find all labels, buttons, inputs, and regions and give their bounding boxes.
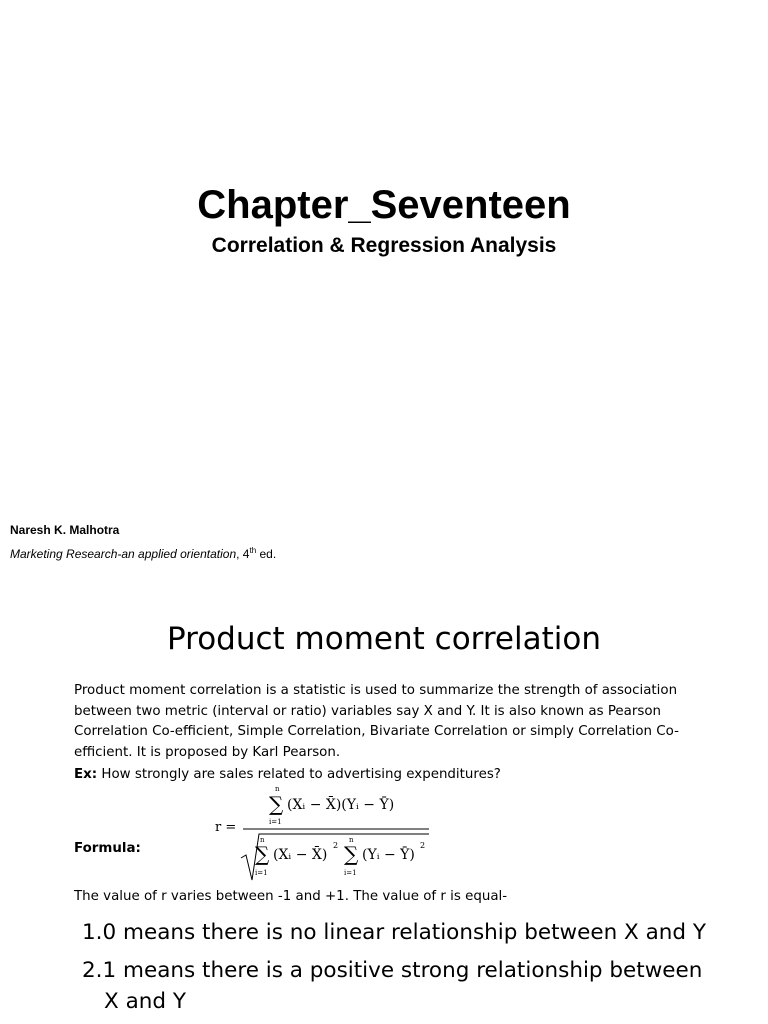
num-sigma: ∑ (269, 792, 284, 816)
author-name: Naresh K. Malhotra (10, 523, 120, 537)
edition-sup: th (249, 546, 257, 555)
range-statement: The value of r varies between -1 and +1. The value of r is equal- (74, 889, 508, 904)
list-text: 1 means there is a positive strong relationship between (102, 958, 703, 983)
book-title: Marketing Research-an applied orientation (10, 547, 237, 561)
den-exp-2: 2 (420, 841, 426, 850)
example-line (74, 767, 501, 782)
den-sum-lower-2: i=1 (344, 869, 357, 877)
example-label: Ex: (74, 767, 98, 782)
chapter-title: Chapter_Seventeen (197, 183, 571, 227)
list-number: 1. (82, 920, 103, 945)
edition-suffix: ed. (256, 547, 277, 561)
list-item (82, 917, 706, 948)
den-term-x: (Xᵢ − X̄) (273, 847, 328, 863)
den-sum-lower-1: i=1 (255, 869, 268, 877)
definition-paragraph: Product moment correlation is a statistic is used to summarize the strength of association between two metric (interval or ratio) variables say X and Y. It is also known as Pearson Correlation Co-efficient, Simple Correlation, Bivariate Correlation or simply Correlation Co-efficient. It is proposed by Karl Pearson. (74, 683, 679, 760)
chapter-subtitle: Correlation & Regression Analysis (211, 234, 557, 257)
den-term-y: (Yᵢ − Ȳ) (362, 847, 415, 863)
section-heading: Product moment correlation (167, 621, 601, 657)
num-sum-upper: n (275, 785, 280, 793)
den-sigma-1: ∑ (255, 842, 270, 866)
list-text: 0 means there is no linear relationship between X and Y (102, 920, 707, 945)
list-item (82, 955, 752, 1017)
num-sum-lower: i=1 (269, 818, 282, 826)
numerator-expression: (Xᵢ − X̄)(Yᵢ − Ȳ) (287, 797, 395, 813)
example-text: How strongly are sales related to advertising expenditures? (97, 767, 501, 782)
den-sigma-2: ∑ (344, 842, 359, 866)
den-sum-upper-2: n (349, 836, 354, 844)
book-citation (10, 546, 276, 561)
pearson-formula (205, 782, 440, 882)
den-exp-1: 2 (333, 841, 339, 850)
list-text-continued: X and Y (104, 989, 186, 1014)
list-number: 2. (82, 958, 103, 983)
den-sum-upper-1: n (260, 836, 265, 844)
edition-prefix: , 4 (236, 547, 250, 561)
formula-label: Formula: (74, 841, 141, 856)
formula-lhs: r = (215, 820, 237, 835)
